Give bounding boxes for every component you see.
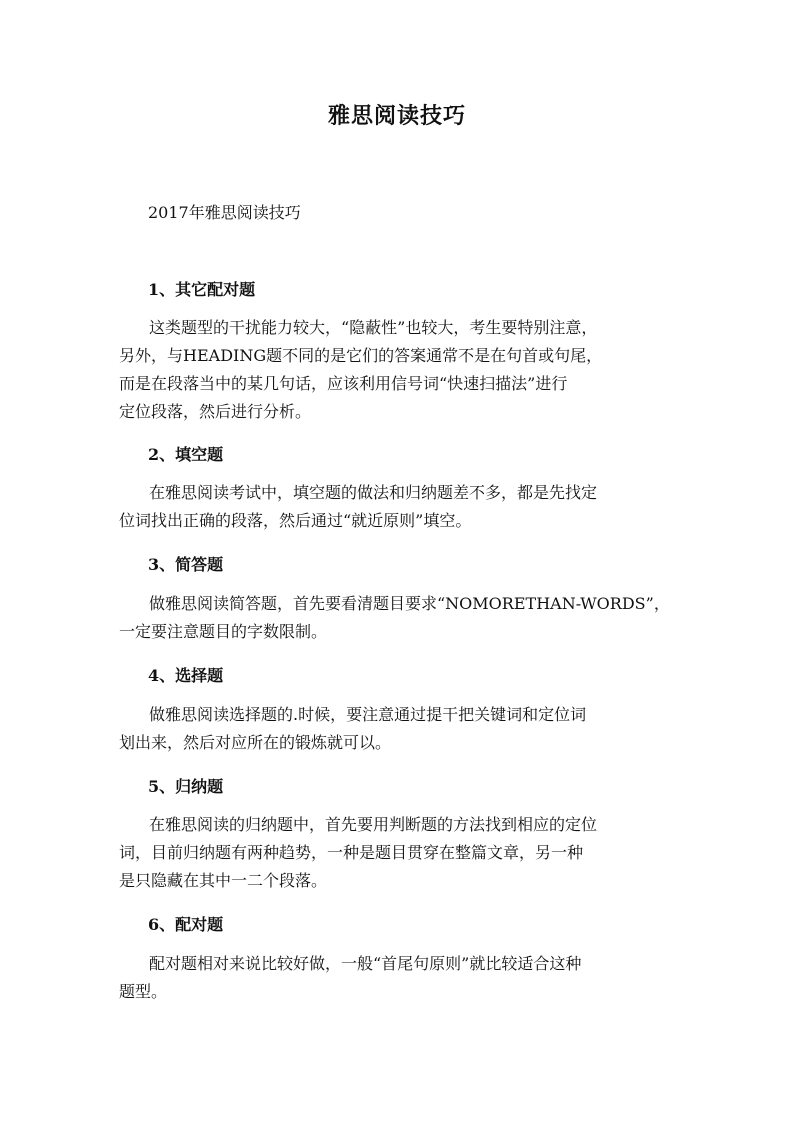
paragraph-line: 做雅思阅读简答题，首先要看清题目要求“NOMORETHAN-WORDS”， xyxy=(149,594,670,613)
section-heading-1: 1、其它配对题 xyxy=(148,280,256,299)
paragraph-line: 做雅思阅读选择题的.时候，要注意通过提干把关键词和定位词 xyxy=(149,705,587,724)
paragraph-line: 而是在段落当中的某几句话，应该利用信号词“快速扫描法”进行 xyxy=(119,374,568,393)
document-title: 雅思阅读技巧 xyxy=(327,103,466,129)
paragraph-line: 位词找出正确的段落，然后通过“就近原则”填空。 xyxy=(119,511,472,530)
section-heading-4: 4、选择题 xyxy=(148,666,224,685)
document-subtitle: 2017年雅思阅读技巧 xyxy=(148,203,301,222)
paragraph-line: 这类题型的干扰能力较大，“隐蔽性”也较大，考生要特别注意， xyxy=(149,318,598,337)
section-paragraph-2 xyxy=(119,479,684,535)
paragraph-line: 划出来，然后对应所在的锻炼就可以。 xyxy=(119,733,392,752)
paragraph-line: 题型。 xyxy=(119,982,168,1001)
section-paragraph-4 xyxy=(119,701,684,757)
section-heading-6: 6、配对题 xyxy=(148,915,224,934)
paragraph-line: 定位段落，然后进行分析。 xyxy=(119,402,312,421)
section-heading-5: 5、归纳题 xyxy=(148,777,224,796)
paragraph-line: 词，目前归纳题有两种趋势，一种是题目贯穿在整篇文章，另一种 xyxy=(119,843,584,862)
paragraph-line: 另外，与HEADING题不同的是它们的答案通常不是在句首或句尾， xyxy=(119,346,603,365)
section-paragraph-3 xyxy=(119,590,684,646)
paragraph-line: 配对题相对来说比较好做，一般“首尾句原则”就比较适合这种 xyxy=(149,954,582,973)
section-paragraph-5 xyxy=(119,811,684,895)
section-heading-2: 2、填空题 xyxy=(148,445,224,464)
paragraph-line: 在雅思阅读的归纳题中，首先要用判断题的方法找到相应的定位 xyxy=(149,815,598,834)
paragraph-line: 一定要注意题目的字数限制。 xyxy=(119,622,328,641)
section-heading-3: 3、简答题 xyxy=(148,555,224,574)
section-paragraph-1 xyxy=(119,314,684,426)
paragraph-line: 在雅思阅读考试中，填空题的做法和归纳题差不多，都是先找定 xyxy=(149,483,598,502)
paragraph-line: 是只隐藏在其中一二个段落。 xyxy=(119,871,328,890)
section-paragraph-6 xyxy=(119,950,684,1006)
